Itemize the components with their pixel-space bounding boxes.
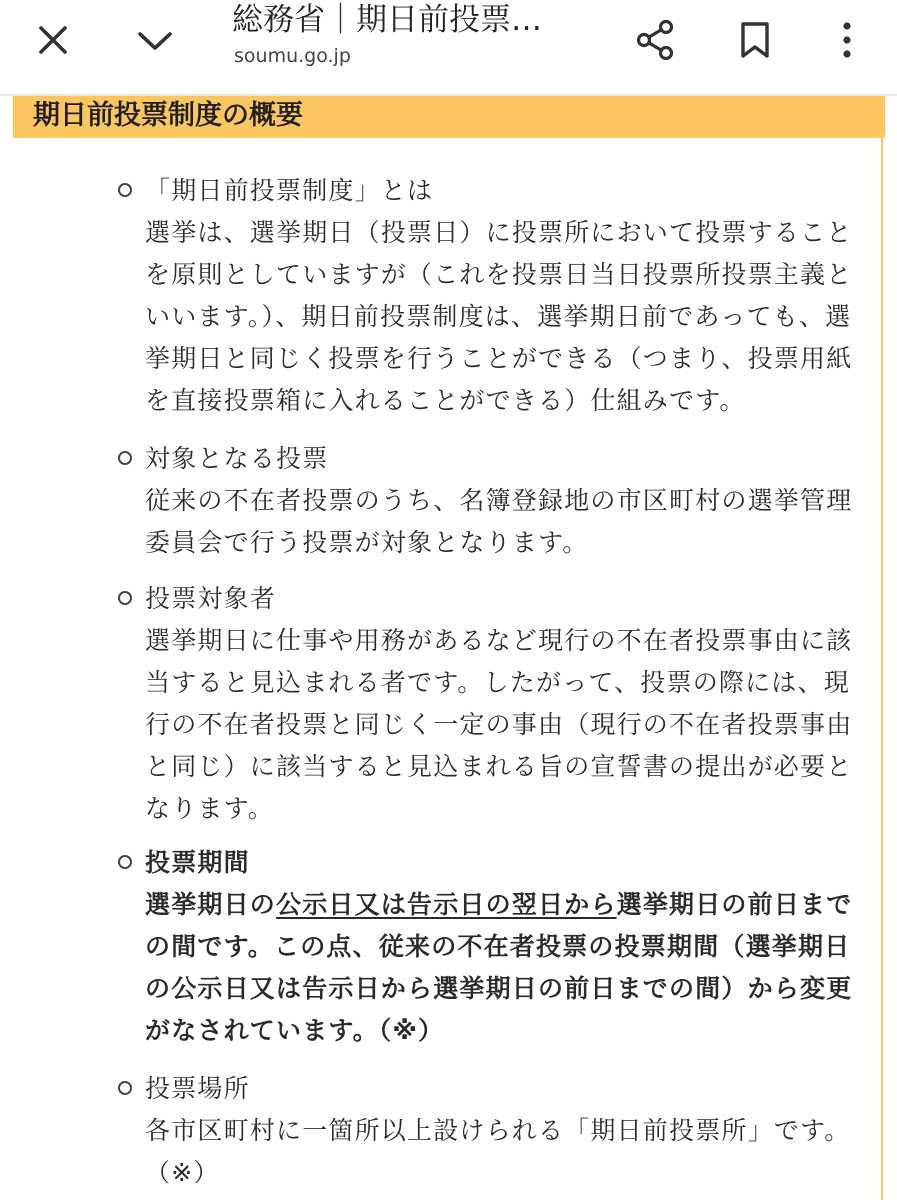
bullet-icon <box>118 855 132 869</box>
bullet-icon <box>118 183 132 197</box>
browser-top-bar <box>0 0 897 96</box>
list-item <box>145 170 870 422</box>
close-icon <box>36 23 70 57</box>
page-title: 総務省｜期日前投票… <box>232 2 542 38</box>
page-domain: soumu.go.jp <box>234 45 351 67</box>
section-header <box>13 96 885 138</box>
list-item <box>145 578 870 830</box>
item-body-suffix: 選挙期日の前日までの間です。この点、従来の不在者投票の投票期間（選挙期日の公示日又は告示日から選挙期日の前日までの間）から変更がなされています。（※） <box>145 890 853 1045</box>
bookmark-icon <box>739 21 771 59</box>
list-item <box>145 842 870 1052</box>
list-item <box>145 1068 870 1194</box>
share-icon <box>635 19 675 61</box>
section-title: 期日前投票制度の概要 <box>33 100 303 131</box>
item-body <box>145 884 870 1052</box>
share-button[interactable] <box>620 0 690 80</box>
item-heading: 投票期間 <box>145 848 250 877</box>
item-heading: 投票場所 <box>145 1074 250 1103</box>
item-heading: 対象となる投票 <box>145 444 329 473</box>
more-vert-icon <box>841 21 853 59</box>
item-body-underlined: 公示日又は告示日の翌日から <box>276 890 617 919</box>
item-body-prefix: 選挙期日の <box>145 890 277 919</box>
bullet-icon <box>118 451 132 465</box>
item-body: 選挙期日に仕事や用務があるなど現行の不在者投票事由に該当すると見込まれる者です。したがって、投票の際には、現行の不在者投票と同じく一定の事由（現行の不在者投票事由と同じ）に該当すると見込まれる旨の宣誓書の提出が必要となります。 <box>145 626 853 823</box>
list-item <box>145 438 870 564</box>
tab-switcher-button[interactable] <box>120 0 190 80</box>
item-body: 各市区町村に一箇所以上設けられる「期日前投票所」です。（※） <box>145 1116 851 1187</box>
chevron-down-icon <box>135 26 175 54</box>
bullet-icon <box>118 1081 132 1095</box>
bullet-icon <box>118 591 132 605</box>
more-options-button[interactable] <box>812 0 882 80</box>
bookmark-button[interactable] <box>720 0 790 80</box>
item-body: 選挙は、選挙期日（投票日）に投票所において投票することを原則としていますが（これを投票日当日投票所投票主義といいます。）、期日前投票制度は、選挙期日前であっても、選挙期日と同じく投票を行うことができる（つまり、投票用紙を直接投票箱に入れることができる）仕組みです。 <box>145 218 853 415</box>
close-button[interactable] <box>18 0 88 80</box>
item-body: 従来の不在者投票のうち、名簿登録地の市区町村の選挙管理委員会で行う投票が対象となります。 <box>145 486 853 557</box>
item-heading: 「期日前投票制度」とは <box>145 176 434 205</box>
item-heading: 投票対象者 <box>145 584 277 613</box>
